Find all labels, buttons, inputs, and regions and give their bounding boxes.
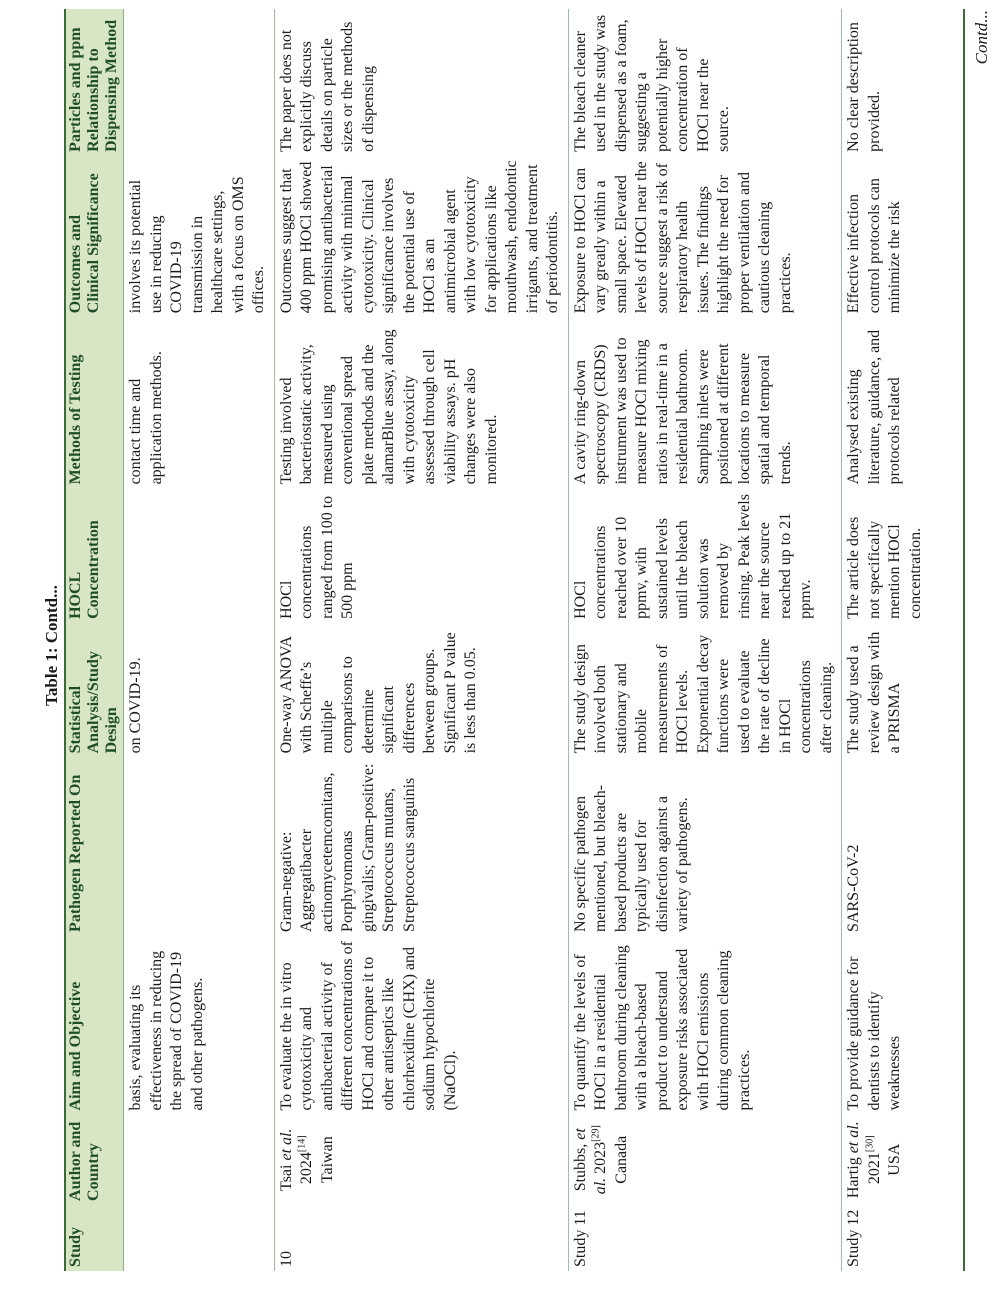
- cell-pathogen: Gram-negative: Aggregatibacter actinomycetemcomitans, Porphyromonas gingivalis; Gram-positive: Streptococcus mutans, Streptococcus sanguinis: [274, 757, 568, 936]
- header-stats: Statistical Analysis/Study Design: [65, 623, 124, 758]
- cell-stats: The study used a review design with a PRISMA: [845, 631, 903, 754]
- cell-concentration: The article does not specifically mention HOCl concentration.: [845, 516, 924, 619]
- header-outcomes: Outcomes and Clinical Significance: [65, 156, 124, 317]
- cell-author: [274, 1114, 568, 1204]
- header-study: Study: [65, 1205, 124, 1271]
- cell-outcomes: Outcomes suggest that 400 ppm HOCl showed promising antibacterial activity with minimal cytotoxicity. Clinical significance involves the potential use of HOCl as an antimicrobial agent with low cytotoxicity for applications like mouthwash, endodontic irrigants, and treatment of periodontitis.: [274, 156, 568, 317]
- table-title: Table 1: Contd...: [42, 585, 61, 706]
- cell-study: Study 11: [568, 1205, 842, 1271]
- header-particles: Particles and ppm Relationship to Dispensing Method: [65, 9, 124, 156]
- author-etal: et al.: [845, 1121, 862, 1154]
- continued-footer: Contd...: [972, 10, 991, 65]
- table-row: [842, 9, 931, 1271]
- header-aim: Aim and Objective: [65, 936, 124, 1115]
- cell-particles: The paper does not explicitly discuss details on particle sizes or the methods of dispensing: [274, 9, 568, 156]
- cell-stats: on COVID-19.: [124, 623, 275, 758]
- cell-pathogen: No specific pathogen mentioned, but bleach-based products are typically used for disinfection against a variety of pathogens.: [568, 757, 842, 936]
- cell-concentration: HOCl concentrations ranged from 100 to 500 ppm: [274, 488, 568, 623]
- cell-outcomes: involves its potential use in reducing COVID-19 transmission in healthcare settings, with a focus on OMS offices.: [124, 156, 275, 317]
- author-country: Canada: [612, 1135, 630, 1184]
- author-etal: et al.: [571, 1128, 609, 1195]
- cell-methods: Testing involved bacteriostatic activity, measured using conventional spread plate methods and the alamarBlue assay, along with cytotoxicity assessed through cell viability assays. pH changes were also monitored.: [274, 317, 568, 488]
- header-pathogen: Pathogen Reported On: [65, 757, 124, 936]
- header-concentration: HOCL Concentration: [65, 488, 124, 623]
- reference-number: [14]: [296, 1135, 308, 1153]
- cell-aim: To provide guidance for dentists to identify weaknesses: [845, 956, 903, 1111]
- author-country: Taiwan: [318, 1136, 336, 1184]
- reference-number: [29]: [590, 1125, 602, 1142]
- cell-author: [124, 1114, 275, 1204]
- reference-number: [30]: [864, 1135, 876, 1153]
- cell-aim: To evaluate the in vitro cytotoxicity and antibacterial activity of different concentrations of HOCl and compare it to other antiseptics like chlorhexidine (CHX) and sodium hypochlorite (NaOCl).: [274, 936, 568, 1115]
- author-year: 2021: [865, 1152, 883, 1185]
- author-etal: et al.: [277, 1128, 295, 1161]
- cell-stats: One-way ANOVA with Scheffe’s multiple comparisons to determine significant differences between groups. Significant P value is less than 0.05.: [274, 623, 568, 758]
- cell-aim: To quantify the levels of HOCl in a residential bathroom during cleaning with a bleach-based product to understand exposure risks associated with HOCl emissions during common cleaning practices.: [568, 936, 842, 1115]
- header-row: [65, 9, 124, 1271]
- cell-pathogen: SARS-CoV-2: [845, 844, 862, 932]
- header-methods: Methods of Testing: [65, 317, 124, 488]
- cell-concentration: [124, 488, 275, 623]
- cell-stats: The study design involved both stationary and mobile measurements of HOCl levels. Exponential decay functions were used to evaluate the rate of decline in HOCl concentrations after cleaning.: [568, 623, 842, 758]
- cell-particles: [124, 9, 275, 156]
- cell-aim: basis, evaluating its effectiveness in reducing the spread of COVID-19 and other pathogens.: [124, 936, 275, 1115]
- cell-methods: contact time and application methods.: [124, 317, 275, 488]
- author-year: 2023: [592, 1141, 609, 1174]
- cell-outcomes: Exposure to HOCl can vary greatly within a small space. Elevated levels of HOCl near the source suggest a risk of respiratory health issues. The findings highlight the need for proper ventilation and cautious cleaning practices.: [568, 156, 842, 317]
- cell-methods: Analysed existing literature, guidance, and protocols related: [845, 329, 903, 485]
- cell-methods: A cavity ring-down spectroscopy (CRDS) instrument was used to measure HOCl mixing ratios in real-time in a residential bathroom. Sampling inlets were positioned at different locations to measure spatial and temporal trends.: [568, 317, 842, 488]
- author-name: Hartig: [845, 1157, 862, 1199]
- table-bottom-rule: [963, 9, 965, 1271]
- cell-author: [568, 1114, 842, 1204]
- cell-study: Study 12: [845, 1209, 862, 1267]
- table-row: [568, 9, 842, 1271]
- cell-particles: The bleach cleaner used in the study was dispensed as a foam, suggesting a potentially higher concentration of HOCl near the source.: [568, 9, 842, 156]
- table-row: [274, 9, 568, 1271]
- author-name: Stubbs,: [571, 1143, 589, 1192]
- table-row: [124, 9, 275, 1271]
- author-country: USA: [886, 1143, 903, 1176]
- cell-concentration: HOCl concentrations reached over 10 ppmv, with sustained levels until the bleach solution was removed by rinsing. Peak levels near the source reached up to 21 ppmv.: [568, 488, 842, 623]
- cell-author: [842, 1114, 931, 1204]
- cell-pathogen: [124, 757, 275, 936]
- cell-study: [124, 1205, 275, 1271]
- header-author-country: Author and Country: [65, 1114, 124, 1204]
- cell-outcomes: Effective infection control protocols can minimize the risk: [845, 178, 903, 314]
- author-name: Tsai: [277, 1164, 295, 1191]
- data-table: [64, 9, 930, 1271]
- author-year: 2024: [298, 1152, 315, 1185]
- cell-study: 10: [274, 1205, 568, 1271]
- cell-particles: No clear description provided.: [845, 22, 883, 152]
